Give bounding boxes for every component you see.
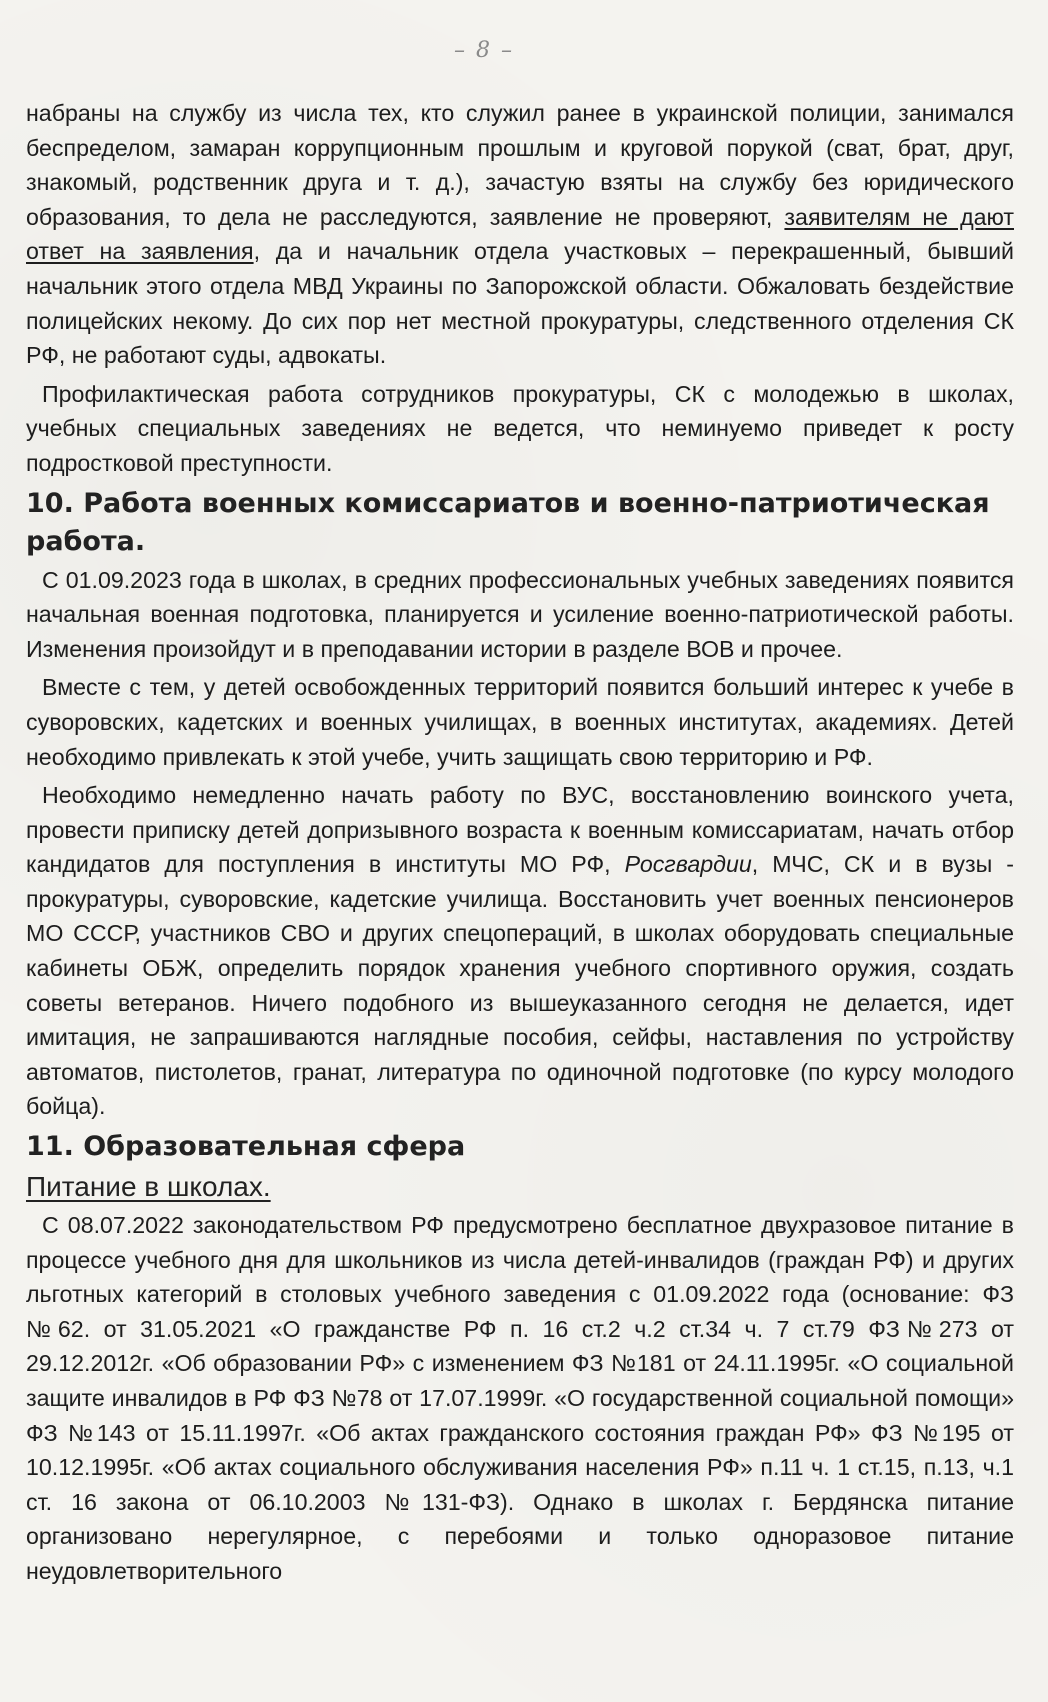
paragraph-police-underlined: заявителям не дают ответ на заявления bbox=[26, 203, 1014, 265]
paragraph-military-training: С 01.09.2023 года в школах, в средних профессиональных учебных заведениях появится начальная военная подготовка, планируется и усиление военно-патриотической работы. Изменения произойдут и в преподавании истории в разделе ВОВ и прочее. bbox=[26, 566, 1014, 662]
section-heading-11: 11. Образовательная сфера bbox=[26, 1131, 466, 1163]
paragraph-military-schools: Вместе с тем, у детей освобожденных территорий появится больший интерес к учебе в суворовских, кадетских и военных училищах, в военных институтах, академиях. Детей необходимо привлекать к этой учебе, учить защищать свою территорию и РФ. bbox=[26, 674, 1014, 770]
subsection-heading-school-meals: Питание в школах. bbox=[26, 1171, 271, 1203]
paragraph-military-registration-text-a: Необходимо немедленно начать работу по ВУС, восстановлению воинского учета, провести приписку детей допризывного возраста к военным комиссариатам, начать отбор кандидатов для поступления в институты МО РФ, bbox=[26, 782, 1014, 878]
page-number-mark: – 8 – bbox=[454, 38, 514, 63]
paragraph-military-registration-text-b: , МЧС, СК и в вузы - прокуратуры, суворовские, кадетские училища. Восстановить учет военных пенсионеров МО СССР, участников СВО и других спецопераций, в школах оборудовать специальные кабинеты ОБЖ, определить порядок хранения учебного спортивного оружия, создать советы ветеранов. Ничего подобного из вышеуказанного сегодня не делается, идет имитация, не запрашиваются наглядные пособия, сейфы, наставления по устройству автоматов, пистолетов, гранат, литература по одиночной подготовке (по курсу молодого бойца). bbox=[26, 851, 1014, 1120]
paragraph-police-text-b: , да и начальник отдела участковых – перекрашенный, бывший начальник этого отдела МВД Украины по Запорожской области. Обжаловать бездействие полицейских некому. До сих пор нет местной прокуратуры, следственного отделения СК РФ, не работают суды, адвокаты. bbox=[26, 238, 1014, 369]
paragraph-police bbox=[26, 96, 1014, 373]
section-heading-10: 10. Работа военных комиссариатов и военно-патриотическая работа. bbox=[26, 487, 990, 557]
paragraph-military-registration bbox=[26, 778, 1014, 1124]
paragraph-prevention: Профилактическая работа сотрудников прокуратуры, СК с молодежью в школах, учебных специальных заведениях не ведется, что неминуемо приведет к росту подростковой преступности. bbox=[26, 380, 1014, 476]
paragraph-military-registration-italic: Росгвардии bbox=[624, 851, 752, 878]
document-body bbox=[26, 96, 1014, 1593]
paragraph-school-meals: С 08.07.2022 законодательством РФ предусмотрено бесплатное двухразовое питание в процессе учебного дня для школьников из числа детей-инвалидов (граждан РФ) и других льготных категорий в столовых учебного заведения с 01.09.2022 года (основание: ФЗ №62. от 31.05.2021 «О гражданстве РФ п. 16 ст.2 ч.2 ст.34 ч. 7 ст.79 ФЗ№273 от 29.12.2012г. «Об образовании РФ» с изменением ФЗ №181 от 24.11.1995г. «О социальной защите инвалидов в РФ ФЗ №78 от 17.07.1999г. «О государственной социальной помощи» ФЗ №143 от 15.11.1997г. «Об актах гражданского состояния граждан РФ» ФЗ №195 от 10.12.1995г. «Об актах социального обслуживания населения РФ» п.11 ч. 1 ст.15, п.13, ч.1 ст. 16 закона от 06.10.2003 №131-ФЗ). Однако в школах г. Бердянска питание организовано нерегулярное, с перебоями и только одноразовое питание неудовлетворительного bbox=[26, 1212, 1014, 1584]
paragraph-police-text-a: набраны на службу из числа тех, кто служил ранее в украинской полиции, занимался беспределом, замаран коррупционным прошлым и круговой порукой (сват, брат, друг, знакомый, родственник друга и т. д.), зачастую взяты на службу без юридического образования, то дела не расследуются, заявление не проверяют, bbox=[26, 100, 1014, 230]
